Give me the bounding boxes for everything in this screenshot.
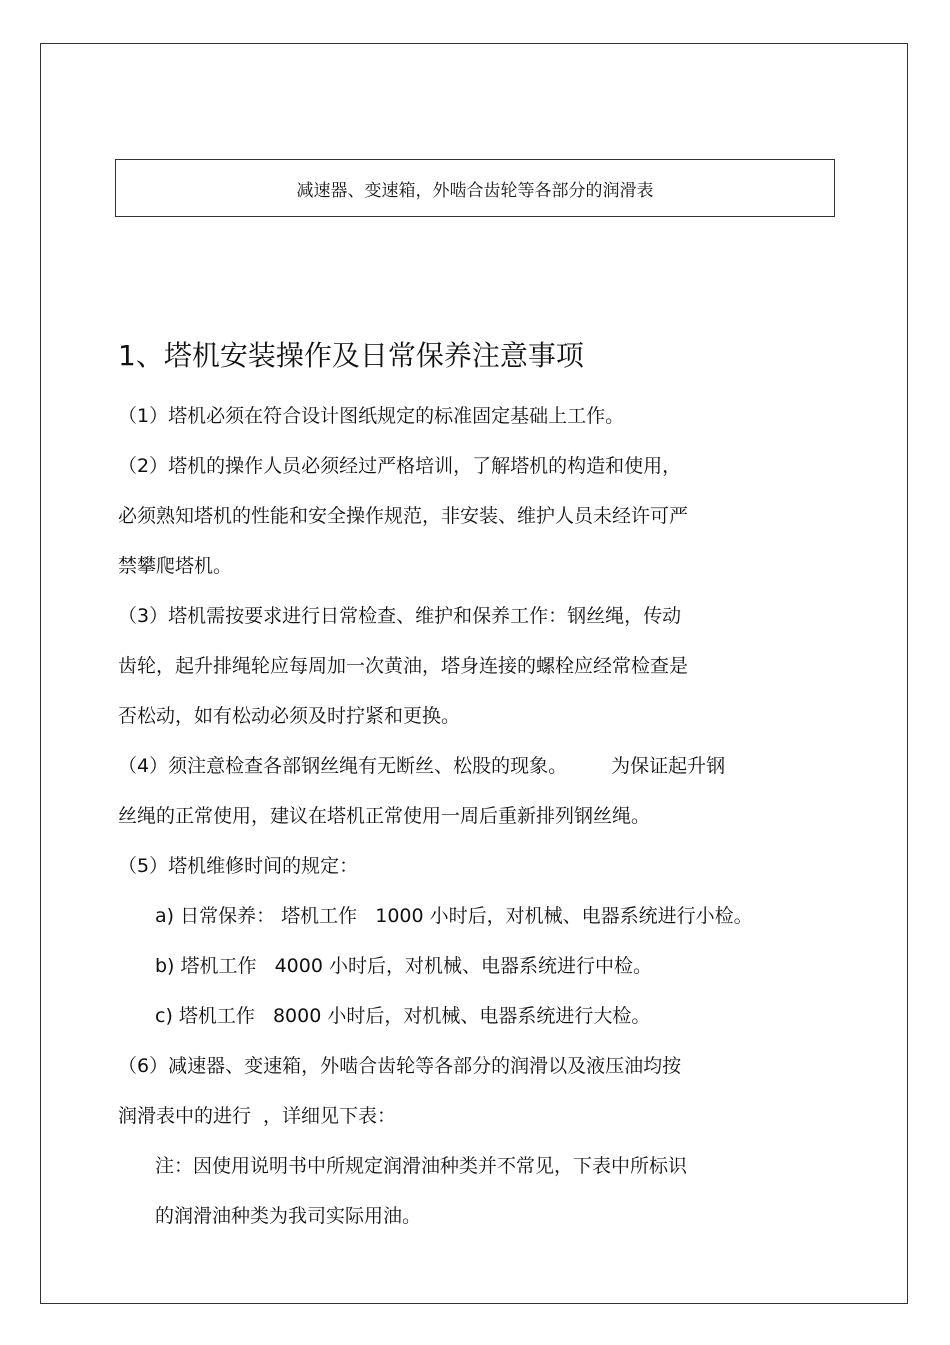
item-5: （5）塔机维修时间的规定： xyxy=(118,855,359,877)
item-5-b xyxy=(155,953,652,979)
item-6-text-b: ，详细见下表： xyxy=(263,1105,397,1127)
item-4-text-a: （4）须注意检查各部钢丝绳有无断丝、松股的现象。 xyxy=(118,755,568,777)
item-5-b-label: b) xyxy=(155,955,175,977)
table-caption xyxy=(115,159,835,217)
item-5-c-post: 小时后，对机械、电器系统进行大检。 xyxy=(327,1005,651,1027)
item-5-c-label: c) xyxy=(155,1005,173,1027)
item-5-b-mid: 塔机工作 xyxy=(180,955,257,977)
item-5-a xyxy=(155,903,753,929)
note-line-2: 的润滑油种类为我司实际用油。 xyxy=(155,1205,422,1227)
item-4-line-1 xyxy=(118,753,725,779)
item-5-b-hours: 4000 xyxy=(274,955,323,977)
item-5-c xyxy=(155,1003,650,1029)
item-3-line-3: 否松动，如有松动必须及时拧紧和更换。 xyxy=(118,705,461,727)
item-5-c-hours: 8000 xyxy=(272,1005,322,1027)
item-5-a-mid: 塔机工作 xyxy=(281,905,358,927)
item-4-line-2: 丝绳的正常使用，建议在塔机正常使用一周后重新排列钢丝绳。 xyxy=(118,805,651,827)
item-3-line-2: 齿轮，起升排绳轮应每周加一次黄油，塔身连接的螺栓应经常检查是 xyxy=(118,655,689,677)
item-2-line-2: 必须熟知塔机的性能和安全操作规范，非安装、维护人员未经许可严 xyxy=(118,505,689,527)
item-6-text-a: 润滑表中的进行 xyxy=(118,1105,252,1127)
item-4-text-b: 为保证起升钢 xyxy=(611,755,726,777)
item-1: （1）塔机必须在符合设计图纸规定的标准固定基础上工作。 xyxy=(118,405,625,427)
table-caption-text: 减速器、变速箱，外啮合齿轮等各部分的润滑表 xyxy=(296,180,654,201)
item-5-a-post: 小时后，对机械、电器系统进行小检。 xyxy=(429,905,753,927)
item-2-line-1: （2）塔机的操作人员必须经过严格培训，了解塔机的构造和使用， xyxy=(118,455,682,477)
item-5-a-hours: 1000 xyxy=(375,905,424,927)
item-5-a-label: a) xyxy=(155,905,175,927)
item-5-c-mid: 塔机工作 xyxy=(178,1005,255,1027)
item-6-line-1: （6）减速器、变速箱，外啮合齿轮等各部分的润滑以及液压油均按 xyxy=(118,1055,682,1077)
item-2-line-3: 禁攀爬塔机。 xyxy=(118,555,233,577)
item-5-b-post: 小时后，对机械、电器系统进行中检。 xyxy=(329,955,653,977)
item-6-line-2 xyxy=(118,1103,396,1129)
note-line-1: 注：因使用说明书中所规定润滑油种类并不常见，下表中所标识 xyxy=(155,1155,688,1177)
section-heading: 1、塔机安装操作及日常保养注意事项 xyxy=(118,339,584,372)
item-5-a-pre: 日常保养： xyxy=(180,905,276,927)
item-3-line-1: （3）塔机需按要求进行日常检查、维护和保养工作：钢丝绳，传动 xyxy=(118,605,682,627)
